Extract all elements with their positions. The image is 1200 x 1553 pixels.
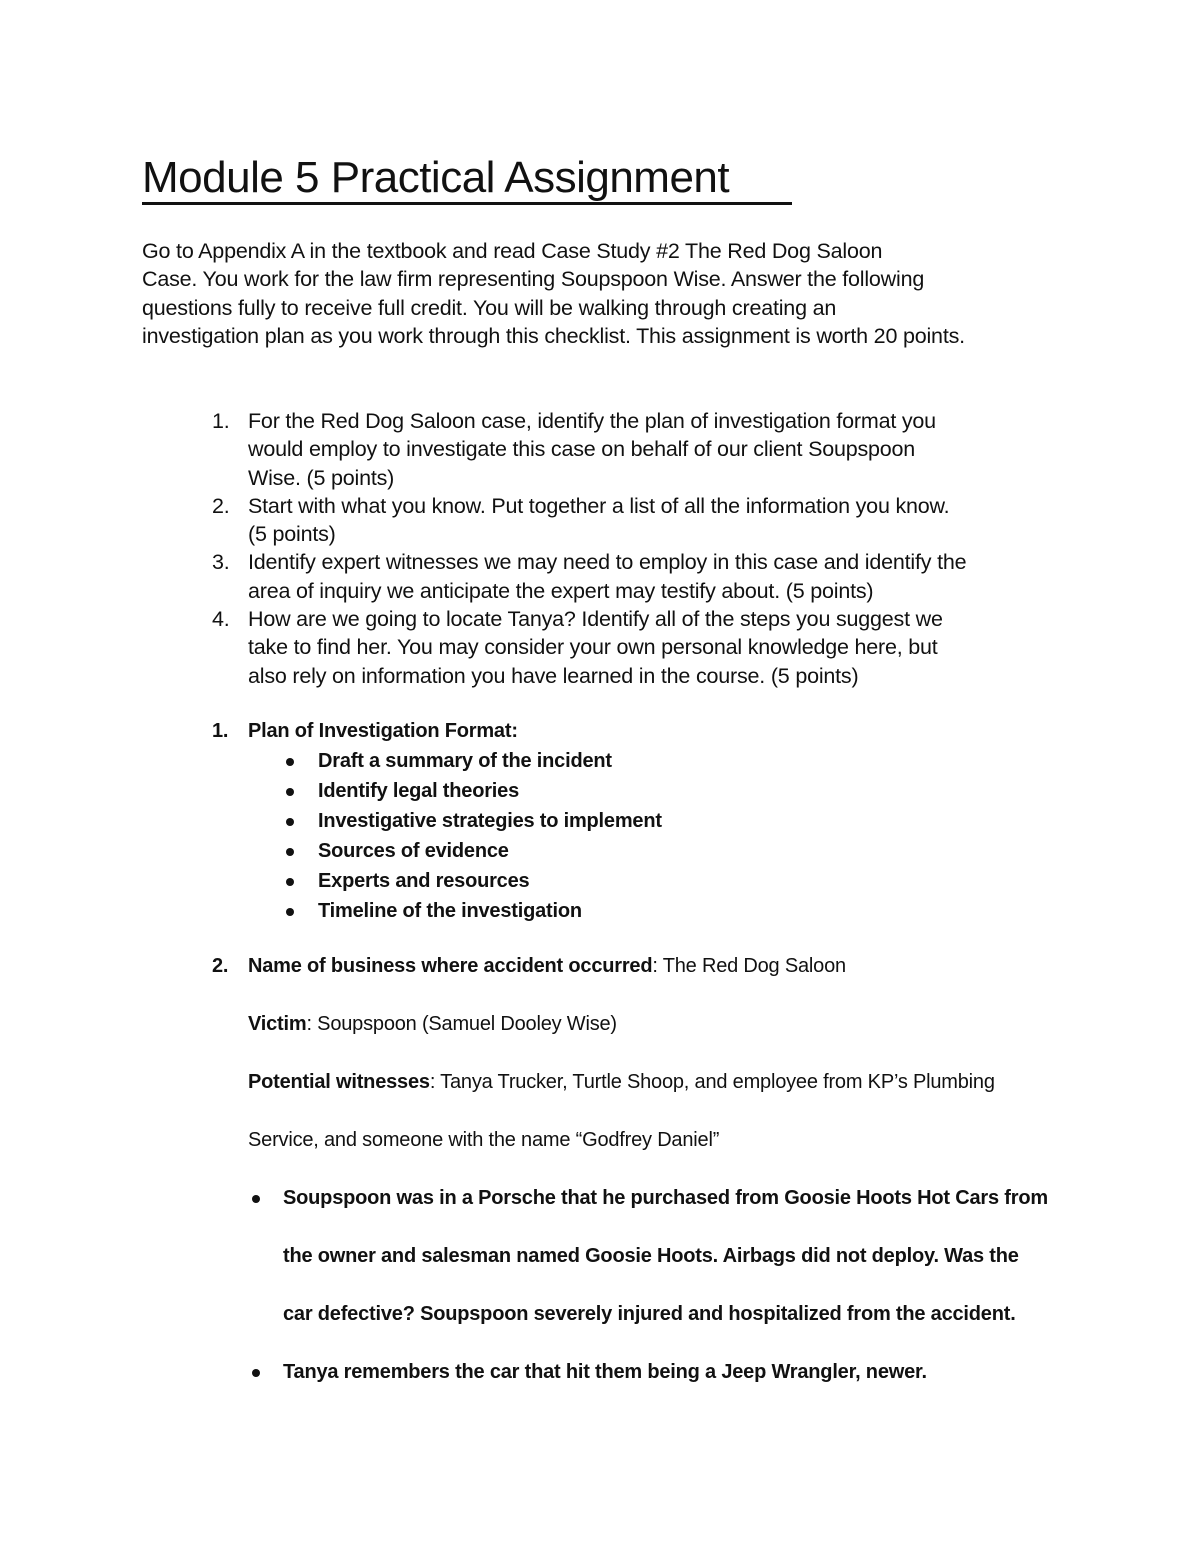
title-underline (142, 202, 792, 205)
known-facts-list (142, 1183, 1102, 1415)
question-line: area of inquiry we anticipate the expert may testify about. (5 points) (248, 578, 874, 603)
list-item-line: car defective? Soupspoon severely injured and hospitalized from the accident. (283, 1303, 1016, 1325)
question-item (142, 407, 1082, 492)
question-line: Wise. (5 points) (248, 465, 395, 490)
list-item-line: the owner and salesman named Goosie Hoots. Airbags did not deploy. Was the (283, 1245, 1019, 1267)
business-label: Name of business where accident occurred (248, 955, 653, 977)
list-item-text: Draft a summary of the incident (318, 750, 612, 772)
witnesses-continued-row (142, 1125, 1102, 1183)
page-title: Module 5 Practical Assignment (142, 153, 730, 202)
business-value: : The Red Dog Saloon (652, 955, 846, 977)
business-row (142, 951, 1102, 1009)
intro-line: investigation plan as you work through this checklist. This assignment is worth 20 points. (142, 324, 965, 349)
bullet-icon (286, 818, 294, 826)
victim-label: Victim (248, 1013, 307, 1035)
plan-format-list (142, 746, 1082, 926)
list-item (142, 896, 1082, 926)
list-item (142, 806, 1082, 836)
question-line: (5 points) (248, 522, 336, 547)
bullet-icon (286, 788, 294, 796)
question-number: 1. (212, 409, 230, 433)
answer-1-heading-text: Plan of Investigation Format: (248, 720, 518, 742)
question-item (142, 605, 1082, 690)
list-item-line: Tanya remembers the car that hit them being a Jeep Wrangler, newer. (283, 1361, 927, 1383)
bullet-icon (286, 878, 294, 886)
bullet-icon (286, 908, 294, 916)
list-item-line: Soupspoon was in a Porsche that he purchased from Goosie Hoots Hot Cars from (283, 1187, 1048, 1209)
answer-1-section (142, 716, 1082, 926)
question-number: 4. (212, 607, 230, 632)
list-item (142, 1357, 1102, 1415)
answer-number: 2. (212, 955, 229, 977)
question-line: Start with what you know. Put together a list of all the information you know. (248, 493, 950, 518)
witnesses-continued: Service, and someone with the name “Godfrey Daniel” (248, 1129, 720, 1151)
list-item (142, 746, 1082, 776)
witnesses-row (142, 1067, 1102, 1125)
intro-line: Case. You work for the law firm representing Soupspoon Wise. Answer the following (142, 267, 925, 292)
bullet-icon (286, 758, 294, 766)
question-line: also rely on information you have learned in the course. (5 points) (248, 663, 859, 688)
list-item (142, 1183, 1102, 1357)
answer-2-section (142, 951, 1102, 1415)
list-item-text: Investigative strategies to implement (318, 810, 662, 832)
question-line: Identify expert witnesses we may need to employ in this case and identify the (248, 550, 967, 575)
list-item (142, 866, 1082, 896)
bullet-icon (286, 848, 294, 856)
question-line: For the Red Dog Saloon case, identify the plan of investigation format you (248, 409, 936, 433)
question-item (142, 492, 1082, 549)
victim-row (142, 1009, 1102, 1067)
list-item-text: Identify legal theories (318, 780, 520, 802)
intro-paragraph (142, 237, 1072, 351)
victim-value: : Soupspoon (Samuel Dooley Wise) (306, 1013, 617, 1035)
question-list (142, 407, 1082, 690)
list-item (142, 776, 1082, 806)
bullet-icon (252, 1369, 260, 1377)
question-item (142, 548, 1082, 605)
witnesses-label: Potential witnesses (248, 1071, 430, 1093)
question-line: take to find her. You may consider your own personal knowledge here, but (248, 635, 938, 660)
witnesses-value: : Tanya Trucker, Turtle Shoop, and employee from KP’s Plumbing (429, 1071, 995, 1093)
answer-number: 1. (212, 720, 229, 742)
list-item-text: Timeline of the investigation (318, 900, 582, 922)
question-line: would employ to investigate this case on behalf of our client Soupspoon (248, 437, 916, 462)
list-item-text: Experts and resources (318, 870, 530, 892)
intro-line: questions fully to receive full credit. You will be walking through creating an (142, 295, 837, 320)
list-item-text: Sources of evidence (318, 840, 509, 862)
intro-line: Go to Appendix A in the textbook and read Case Study #2 The Red Dog Saloon (142, 239, 883, 263)
question-line: How are we going to locate Tanya? Identify all of the steps you suggest we (248, 607, 943, 632)
answer-1-heading (142, 716, 1082, 746)
list-item (142, 836, 1082, 866)
bullet-icon (252, 1195, 260, 1203)
question-number: 2. (212, 493, 230, 518)
question-number: 3. (212, 550, 230, 575)
